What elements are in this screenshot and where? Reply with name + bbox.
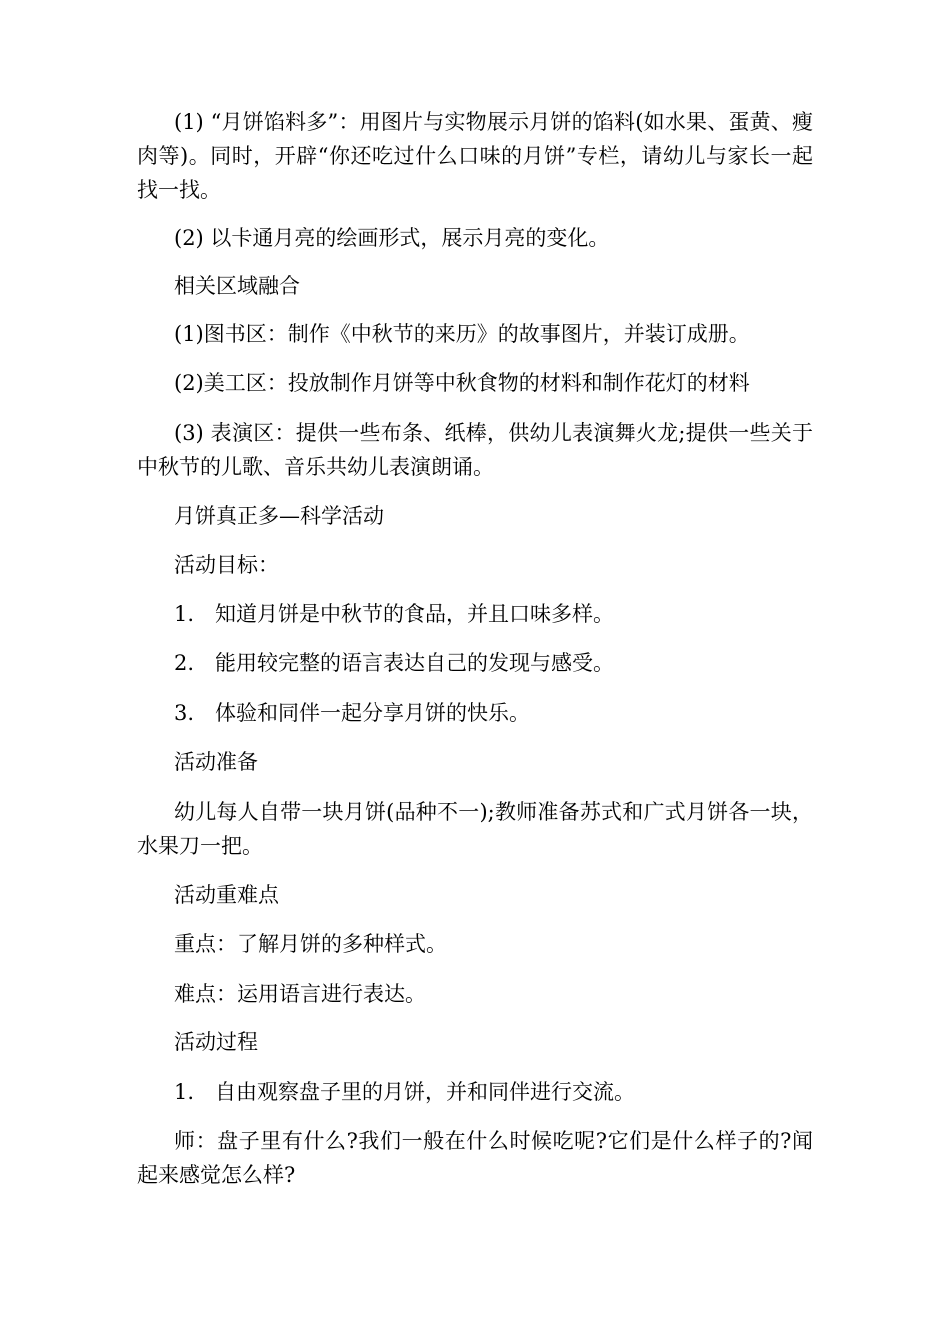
- heading-key-difficult-points: 活动重难点: [174, 883, 279, 907]
- heading-activity-process: 活动过程: [174, 1030, 258, 1054]
- list-item-process-1: 1. 自由观察盘子里的月饼，并和同伴进行交流。: [174, 1080, 636, 1104]
- paragraph-filling-display: (1) “月饼馅料多”：用图片与实物展示月饼的馅料(如水果、蛋黄、瘦肉等)。同时，开辟“你还吃过什么口味的月饼”专栏，请幼儿与家长一起找一找。: [137, 110, 813, 202]
- paragraph-performance-area: (3) 表演区：提供一些布条、纸棒，供幼儿表演舞火龙;提供一些关于中秋节的儿歌、音乐共幼儿表演朗诵。: [137, 421, 813, 479]
- paragraph-difficult-point: 难点：运用语言进行表达。: [174, 982, 426, 1006]
- paragraph-moon-drawing: (2) 以卡通月亮的绘画形式，展示月亮的变化。: [174, 226, 610, 250]
- list-item-goal-2: 2. 能用较完整的语言表达自己的发现与感受。: [174, 651, 615, 675]
- heading-activity-preparation: 活动准备: [174, 750, 258, 774]
- list-item-goal-1: 1. 知道月饼是中秋节的食品，并且口味多样。: [174, 602, 615, 626]
- heading-science-activity: 月饼真正多—科学活动: [174, 504, 384, 528]
- list-item-goal-3: 3. 体验和同伴一起分享月饼的快乐。: [174, 701, 531, 725]
- heading-activity-goals: 活动目标：: [174, 553, 279, 577]
- paragraph-teacher-question: 师：盘子里有什么?我们一般在什么时候吃呢?它们是什么样子的?闻起来感觉怎么样?: [137, 1129, 813, 1187]
- paragraph-book-area: (1)图书区：制作《中秋节的来历》的故事图片，并装订成册。: [174, 322, 750, 346]
- paragraph-key-point: 重点：了解月饼的多种样式。: [174, 932, 447, 956]
- paragraph-preparation: 幼儿每人自带一块月饼(品种不一);教师准备苏式和广式月饼各一块，水果刀一把。: [137, 800, 813, 858]
- paragraph-art-area: (2)美工区：投放制作月饼等中秋食物的材料和制作花灯的材料: [174, 371, 750, 395]
- heading-related-areas: 相关区域融合: [174, 274, 300, 298]
